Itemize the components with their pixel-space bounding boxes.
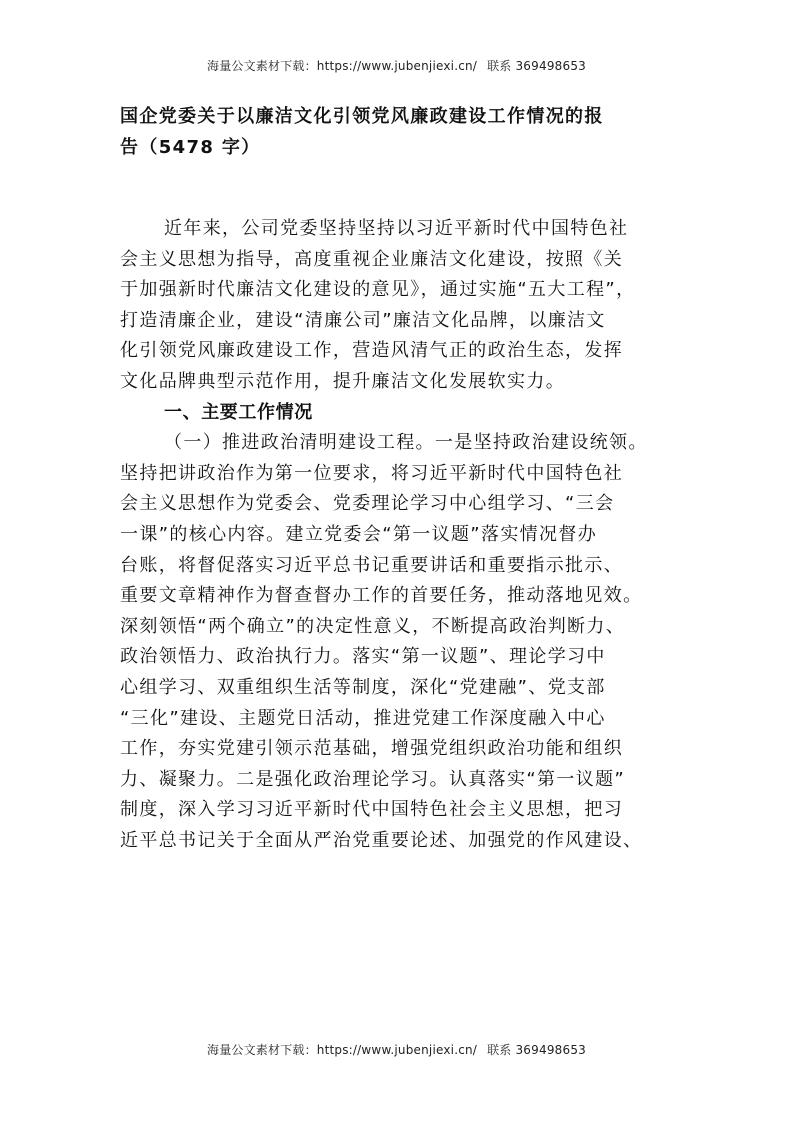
paragraph-line: 力、凝聚力。二是强化政治理论学习。认真落实“第一议题” [120, 768, 626, 790]
paragraph-line: 于加强新时代廉洁文化建设的意见》，通过实施“五大工程”， [120, 279, 636, 301]
paragraph-line: 一课”的核心内容。建立党委会“第一议题”落实情况督办 [120, 523, 598, 545]
paragraph-line: 会主义思想作为党委会、党委理论学习中心组学习、“三会 [120, 493, 615, 515]
paragraph-line: （一）推进政治清明建设工程。一是坚持政治建设统领。 [164, 432, 648, 454]
page-footer [0, 1041, 793, 1058]
title-line-2: 告（5478 字） [120, 136, 261, 158]
paragraph-line: 近年来，公司党委坚持坚持以习近平新时代中国特色社 [164, 218, 629, 239]
paragraph-line: 工作，夯实党建引领示范基础，增强党组织政治功能和组织 [120, 738, 624, 760]
paragraph-line: 深刻领悟“两个确立”的决定性意义，不断提高政治判断力、 [120, 615, 626, 637]
header-contact-text: 联系 369498653 [487, 59, 586, 73]
paragraph-line: 政治领悟力、政治执行力。落实“第一议题”、理论学习中 [120, 646, 606, 668]
document-title [120, 102, 680, 163]
page-header [0, 57, 793, 74]
paragraph-line: 文化品牌典型示范作用，提升廉洁文化发展软实力。 [120, 370, 566, 392]
document-body [120, 214, 690, 856]
paragraph-line: 化引领党风廉政建设工作，营造风清气正的政治生态，发挥 [120, 340, 624, 362]
footer-source-text: 海量公文素材下载：https://www.jubenjiexi.cn/ [207, 1043, 478, 1057]
paragraph-line: 台账，将督促落实习近平总书记重要讲话和重要指示批示、 [120, 554, 624, 576]
header-source-text: 海量公文素材下载：https://www.jubenjiexi.cn/ [207, 59, 478, 73]
paragraph-line: 重要文章精神作为督查督办工作的首要任务，推动落地见效。 [120, 585, 643, 607]
paragraph-line: 坚持把讲政治作为第一位要求，将习近平新时代中国特色社 [120, 462, 624, 484]
footer-contact-text: 联系 369498653 [487, 1043, 586, 1057]
title-line-1: 国企党委关于以廉洁文化引领党风廉政建设工作情况的报 [120, 106, 604, 127]
paragraph-line: 近平总书记关于全面从严治党重要论述、加强党的作风建设、 [120, 829, 643, 851]
paragraph-line: 打造清廉企业，建设“清廉公司”廉洁文化品牌，以廉洁文 [120, 309, 606, 331]
section-heading: 一、主要工作情况 [164, 401, 313, 423]
paragraph-line: “三化”建设、主题党日活动，推进党建工作深度融入中心 [120, 707, 606, 729]
paragraph-line: 心组学习、双重组织生活等制度，深化“党建融”、党支部 [120, 676, 606, 698]
paragraph-line: 会主义思想为指导，高度重视企业廉洁文化建设，按照《关 [120, 248, 624, 270]
paragraph-line: 制度，深入学习习近平新时代中国特色社会主义思想，把习 [120, 799, 624, 821]
